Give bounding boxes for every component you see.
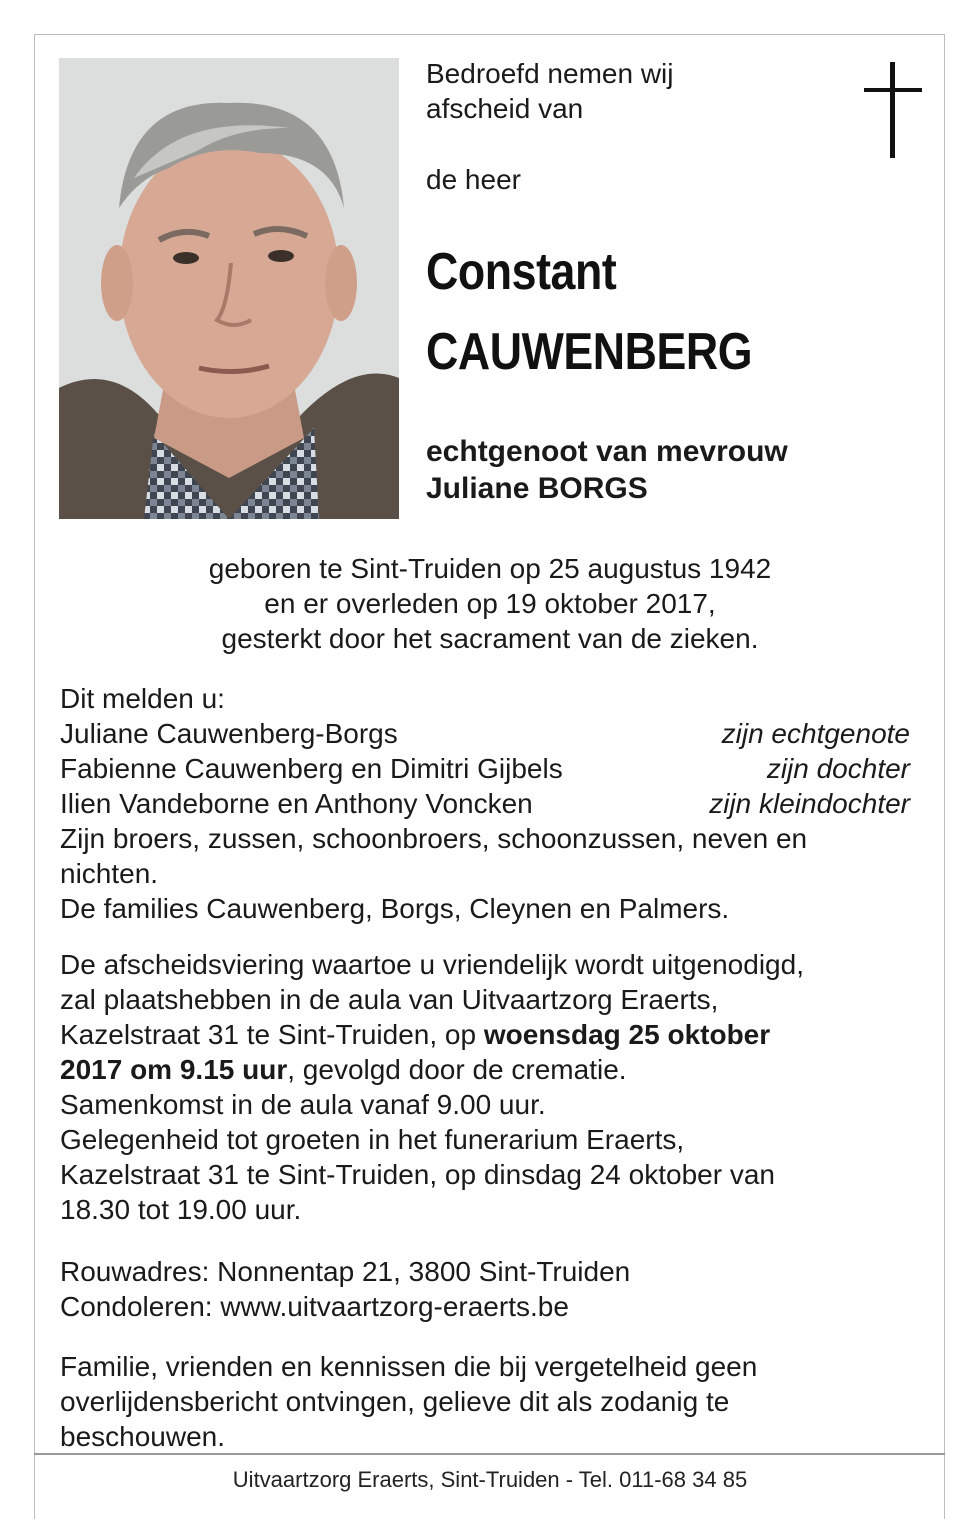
portrait-photo [59,58,399,519]
announcement-header: Dit melden u: [60,683,225,714]
ceremony-details: De afscheidsviering waartoe u vriendelijk wordt uitgenodigd, zal plaatshebben in de aula van Uitvaartzorg Eraerts, Kazelstraat 31 te Sint-Truiden, op woensdag 25 oktober 2017 om 9.15 uur, gevolgd door de crematie. Samenkomst in de aula vanaf 9.00 uur. Gelegenheid tot groeten in het funerarium Eraerts, Kazelstraat 31 te Sint-Truiden, op dinsdag 24 oktober van 18.30 tot 19.00 uur. [60,949,804,1225]
cross-icon [864,62,922,158]
portrait-illustration [59,58,399,519]
honorific: de heer [426,164,521,195]
spouse-info: echtgenoot van mevrouw Juliane BORGS [426,435,788,505]
intro-text: Bedroefd nemen wij afscheid van [426,58,674,124]
address-info: Rouwadres: Nonnentap 21, 3800 Sint-Truiden Condoleren: www.uitvaartzorg-eraerts.be [60,1254,920,1324]
first-name: Constant [426,243,617,301]
condolence-link[interactable]: Condoleren: www.uitvaartzorg-eraerts.be [60,1291,569,1322]
family-row: Ilien Vandeborne en Anthony Voncken zijn kleindochter [60,788,910,819]
last-name: CAUWENBERG [426,323,753,381]
footer-divider [34,1453,945,1455]
footer-text: Uitvaartzorg Eraerts, Sint-Truiden - Tel. 011-68 34 85 [232,1467,748,1492]
family-row: Juliane Cauwenberg-Borgs zijn echtgenote [60,718,910,749]
closing-note: Familie, vrienden en kennissen die bij vergetelheid geen overlijdensbericht ontvingen, gelieve dit als zodanig te beschouwen. [60,1351,758,1452]
family-announcement: Dit melden u: Juliane Cauwenberg-Borgs zijn echtgenote Fabienne Cauwenberg en Dimitri Gijbels zijn dochter Ilien Vandeborne en Anthony Voncken zijn kleindochter Zijn broers, zussen, schoonbroers, schoonzussen, neven en nichten. De families Cauwenberg, Borgs, Cleynen en Palmers. [60,681,920,926]
family-row: Fabienne Cauwenberg en Dimitri Gijbels zijn dochter [60,753,910,784]
life-dates: geboren te Sint-Truiden op 25 augustus 1942 en er overleden op 19 oktober 2017, gesterkt door het sacrament van de zieken. [208,553,772,654]
